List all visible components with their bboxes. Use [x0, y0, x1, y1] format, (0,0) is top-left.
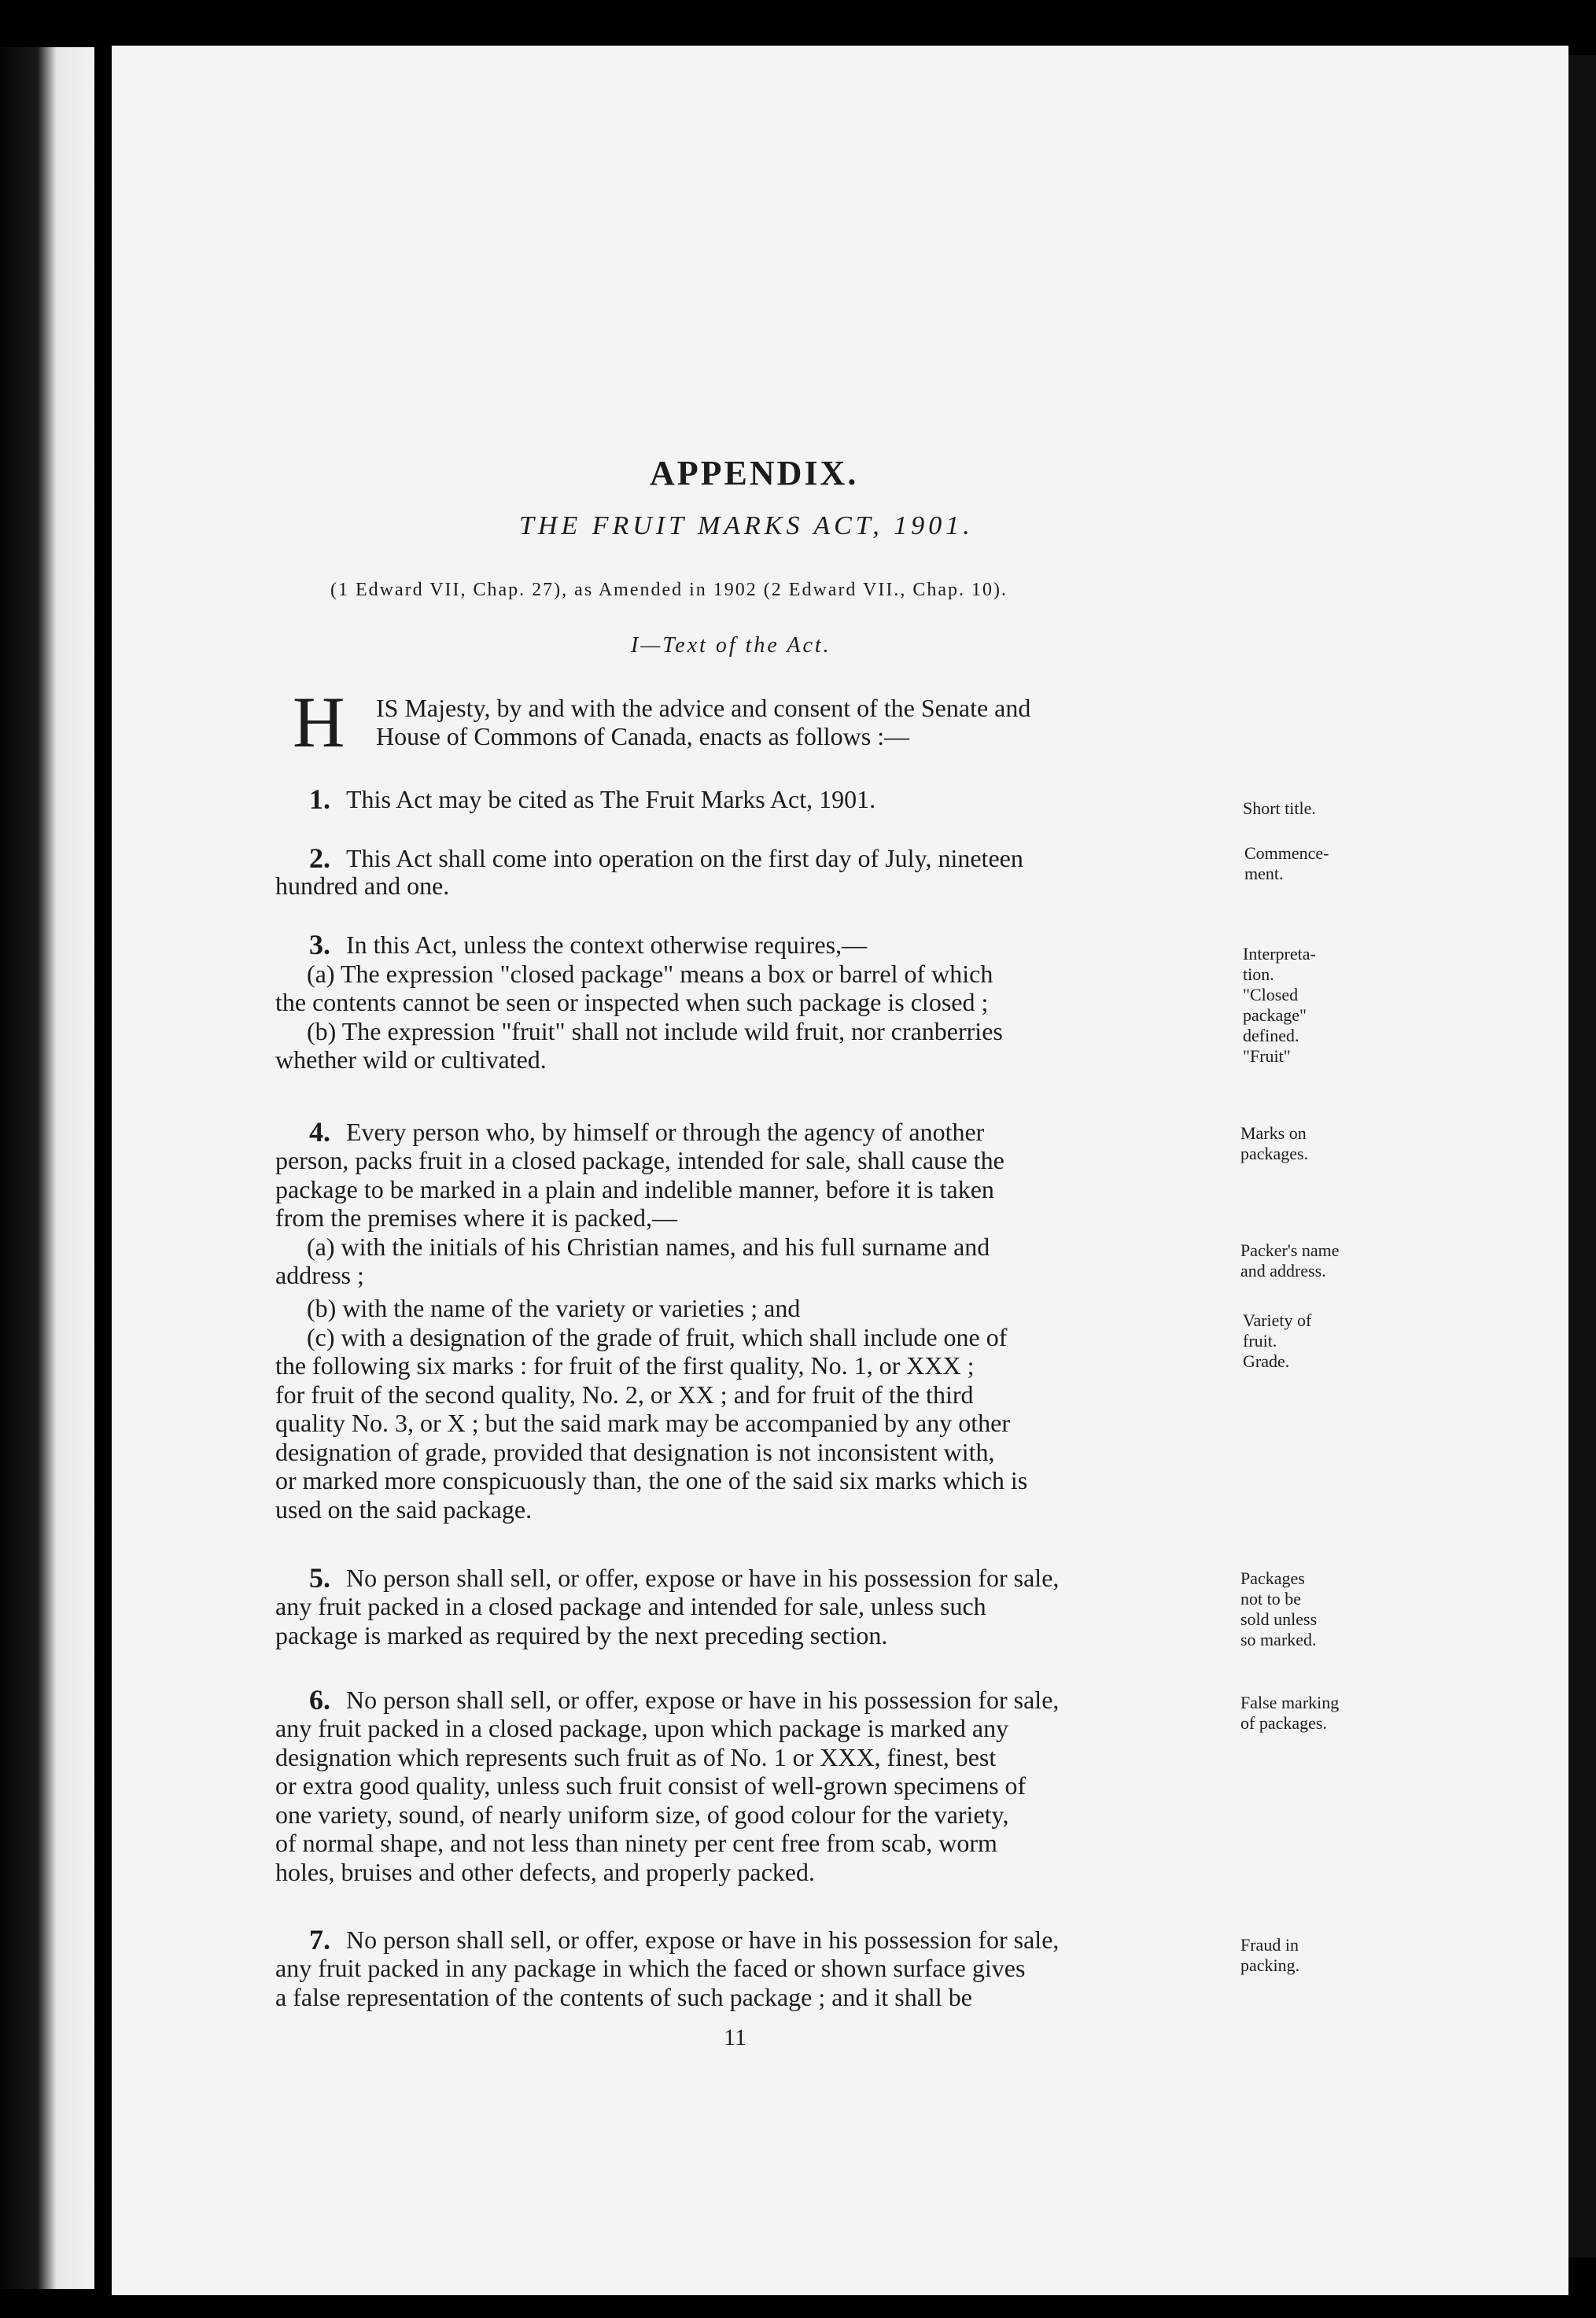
section-line: whether wild or cultivated. — [275, 1045, 547, 1074]
appendix-title: APPENDIX. — [650, 454, 859, 492]
section-line: the following six marks : for fruit of the first quality, No. 1, or XXX ; — [275, 1351, 975, 1380]
section-line: This Act shall come into operation on the first day of July, nineteen — [346, 844, 1023, 872]
section-line: quality No. 3, or X ; but the said mark may be accompanied by any other — [275, 1409, 1010, 1437]
act-title: THE FRUIT MARKS ACT, 1901. — [519, 511, 974, 540]
section-line: any fruit packed in a closed package and intended for sale, unless such — [275, 1592, 986, 1620]
section-line: This Act may be cited as The Fruit Marks Act, 1901. — [346, 785, 876, 813]
margin-note: ment. — [1244, 864, 1284, 883]
section-line: from the premises where it is packed,— — [275, 1203, 677, 1232]
margin-note: fruit. — [1243, 1331, 1277, 1351]
section-line: address ; — [275, 1261, 364, 1289]
section-number: 2. — [309, 842, 330, 874]
section-line: (c) with a designation of the grade of fruit, which shall include one of — [307, 1323, 1008, 1351]
section-line: designation of grade, provided that designation is not inconsistent with, — [275, 1438, 995, 1466]
section-number: 4. — [309, 1116, 330, 1148]
page-number: 11 — [724, 2025, 746, 2051]
preamble-line-2: House of Commons of Canada, enacts as follows :— — [376, 722, 910, 750]
section-line: holes, bruises and other defects, and properly packed. — [275, 1858, 815, 1886]
margin-note: of packages. — [1240, 1713, 1327, 1733]
act-citation: (1 Edward VII, Chap. 27), as Amended in 1902 (2 Edward VII., Chap. 10). — [330, 580, 1008, 600]
margin-note: so marked. — [1240, 1630, 1317, 1649]
section-line: (b) The expression "fruit" shall not include wild fruit, nor cranberries — [307, 1017, 1003, 1045]
section-line: designation which represents such fruit as of No. 1 or XXX, finest, best — [275, 1743, 997, 1771]
margin-note: Short title. — [1243, 798, 1316, 818]
section-line: (a) The expression "closed package" means a box or barrel of which — [307, 960, 993, 988]
section-line: No person shall sell, or offer, expose or have in his possession for sale, — [346, 1564, 1060, 1592]
section-line: used on the said package. — [275, 1495, 533, 1524]
margin-note: and address. — [1240, 1261, 1326, 1281]
section-line: (b) with the name of the variety or varieties ; and — [307, 1294, 801, 1322]
section-line: package is marked as required by the next preceding section. — [275, 1621, 888, 1649]
margin-note: Grade. — [1243, 1351, 1290, 1371]
section-line: one variety, sound, of nearly uniform size, of good colour for the variety, — [275, 1800, 1009, 1829]
section-line: (a) with the initials of his Christian names, and his full surname and — [307, 1233, 990, 1261]
margin-note: Packages — [1240, 1568, 1305, 1588]
preamble-line-1: IS Majesty, by and with the advice and consent of the Senate and — [376, 694, 1031, 722]
section-line: Every person who, by himself or through the agency of another — [346, 1118, 985, 1146]
margin-note: "Closed — [1243, 985, 1299, 1004]
margin-note: not to be — [1240, 1589, 1301, 1609]
margin-note: defined. — [1243, 1026, 1299, 1045]
section-line: hundred and one. — [275, 872, 450, 900]
facing-page-edge — [0, 47, 94, 2289]
section-line: any fruit packed in a closed package, upon which package is marked any — [275, 1714, 1009, 1742]
section-line: the contents cannot be seen or inspected when such package is closed ; — [275, 988, 989, 1016]
section-number: 7. — [309, 1924, 330, 1955]
drop-cap: H — [293, 682, 345, 762]
section-line: package to be marked in a plain and indelible manner, before it is taken — [275, 1175, 994, 1203]
section-line: or extra good quality, unless such fruit consist of well-grown specimens of — [275, 1771, 1027, 1800]
margin-note: Fraud in — [1240, 1935, 1299, 1955]
section-line: or marked more conspicuously than, the one of the said six marks which is — [275, 1466, 1028, 1494]
section-line: No person shall sell, or offer, expose or have in his possession for sale, — [346, 1686, 1060, 1714]
section-number: 1. — [309, 783, 330, 815]
margin-note: packages. — [1240, 1144, 1309, 1163]
margin-note: False marking — [1240, 1693, 1340, 1712]
section-line: any fruit packed in any package in which the faced or shown surface gives — [275, 1954, 1026, 1982]
margin-note: Packer's name — [1240, 1240, 1340, 1260]
section-line: for fruit of the second quality, No. 2, or XX ; and for fruit of the third — [275, 1380, 974, 1409]
margin-note: Commence- — [1244, 843, 1329, 863]
scan-border — [1568, 55, 1596, 2257]
margin-note: Marks on — [1240, 1123, 1307, 1143]
margin-note: sold unless — [1240, 1609, 1318, 1629]
margin-note: "Fruit" — [1243, 1046, 1291, 1066]
section-line: a false representation of the contents of such package ; and it shall be — [275, 1983, 972, 2011]
section-number: 5. — [309, 1562, 330, 1594]
section-heading: I—Text of the Act. — [631, 633, 831, 658]
margin-note: Interpreta- — [1243, 944, 1316, 964]
section-line: No person shall sell, or offer, expose or have in his possession for sale, — [346, 1926, 1060, 1954]
section-line: person, packs fruit in a closed package, intended for sale, shall cause the — [275, 1146, 1004, 1174]
margin-note: package" — [1243, 1005, 1307, 1025]
margin-note: tion. — [1243, 964, 1274, 984]
margin-note: packing. — [1240, 1955, 1300, 1975]
section-number: 6. — [309, 1684, 330, 1715]
section-number: 3. — [309, 929, 330, 960]
margin-note: Variety of — [1243, 1310, 1312, 1330]
section-line: In this Act, unless the context otherwise requires,— — [346, 931, 868, 959]
section-line: of normal shape, and not less than ninety per cent free from scab, worm — [275, 1829, 997, 1857]
